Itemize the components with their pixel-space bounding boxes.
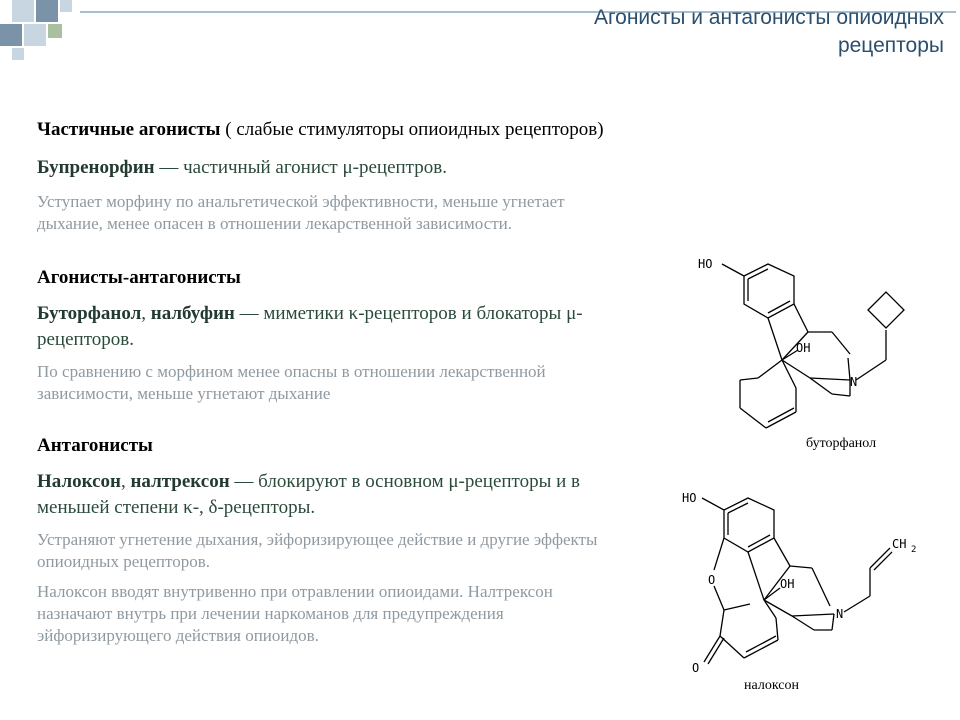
atom-ch: CH [892, 537, 907, 551]
separator: , [141, 303, 151, 324]
title-line-2: рецепторы [837, 34, 944, 57]
drug-description: — частичный агонист μ-рецептров. [154, 157, 447, 178]
section-heading [37, 117, 607, 143]
deco-square [24, 24, 46, 46]
atom-ho: HO [682, 491, 697, 505]
drug-description: — миметики κ-рецепторов и блокаторы μ-рецепторов. [37, 303, 583, 350]
atom-ch-subscript: 2 [911, 545, 917, 555]
drug-name: налбуфин [150, 303, 235, 324]
heading-rest: ( слабые стимуляторы опиоидных рецепторов) [220, 119, 604, 140]
separator: , [120, 471, 131, 492]
section-note: Устраняют угнетение дыхания, эйфоризирующее действие и другие эффекты опиоидных рецепторов. [37, 530, 598, 571]
drug-line [37, 301, 607, 353]
drug-name: Налоксон [37, 471, 121, 492]
atom-ho: HO [698, 257, 713, 271]
atom-n: N [836, 607, 844, 621]
section-heading: Антагонисты [37, 435, 153, 456]
atom-o-ring: O [708, 573, 716, 587]
section-note: По сравнению с морфином менее опасны в отношении лекарственной зависимости, меньше угнетают дыхание [37, 362, 546, 403]
atom-oh: OH [796, 341, 811, 355]
page-title [424, 4, 944, 60]
deco-square [12, 0, 34, 22]
deco-square [12, 48, 24, 60]
drug-name: Бупренорфин [37, 157, 155, 178]
heading-bold: Частичные агонисты [37, 119, 221, 140]
butorphanol-label: буторфанол [806, 436, 877, 451]
section-agonists-antagonists [37, 265, 607, 405]
section-partial-agonists [37, 117, 607, 235]
drug-line [37, 469, 607, 521]
content [37, 117, 607, 647]
atom-o-keto: O [692, 661, 700, 675]
drug-description: — блокируют в основном μ-рецепторы и в меньшей степени κ-, δ-рецепторы. [37, 471, 581, 518]
drug-line [37, 155, 607, 181]
deco-square [36, 0, 58, 22]
drug-name: Буторфанол [37, 303, 142, 324]
section-note: Налоксон вводят внутривенно при отравлении опиоидами. Налтрексон назначают внутрь при лечении наркоманов для предупреждения эйфоризирующего действия опиоидов. [37, 582, 553, 645]
corner-decoration [0, 0, 80, 62]
deco-square [60, 0, 72, 12]
drug-name: налтрексон [130, 471, 230, 492]
section-antagonists [37, 433, 607, 647]
section-note: Уступает морфину по анальгетической эффективности, меньше угнетает дыхание, менее опасен в отношении лекарственной зависимости. [37, 192, 565, 233]
butorphanol-structure [690, 248, 930, 438]
atom-n: N [850, 375, 858, 389]
deco-square [0, 24, 22, 46]
naloxone-label: налоксон [744, 678, 799, 693]
atom-oh: OH [780, 577, 795, 591]
section-heading: Агонисты-антагонисты [37, 267, 241, 288]
title-line-1: Агонисты и антагонисты опиоидных [593, 6, 944, 29]
naloxone-structure [680, 488, 930, 688]
deco-square [48, 24, 62, 38]
